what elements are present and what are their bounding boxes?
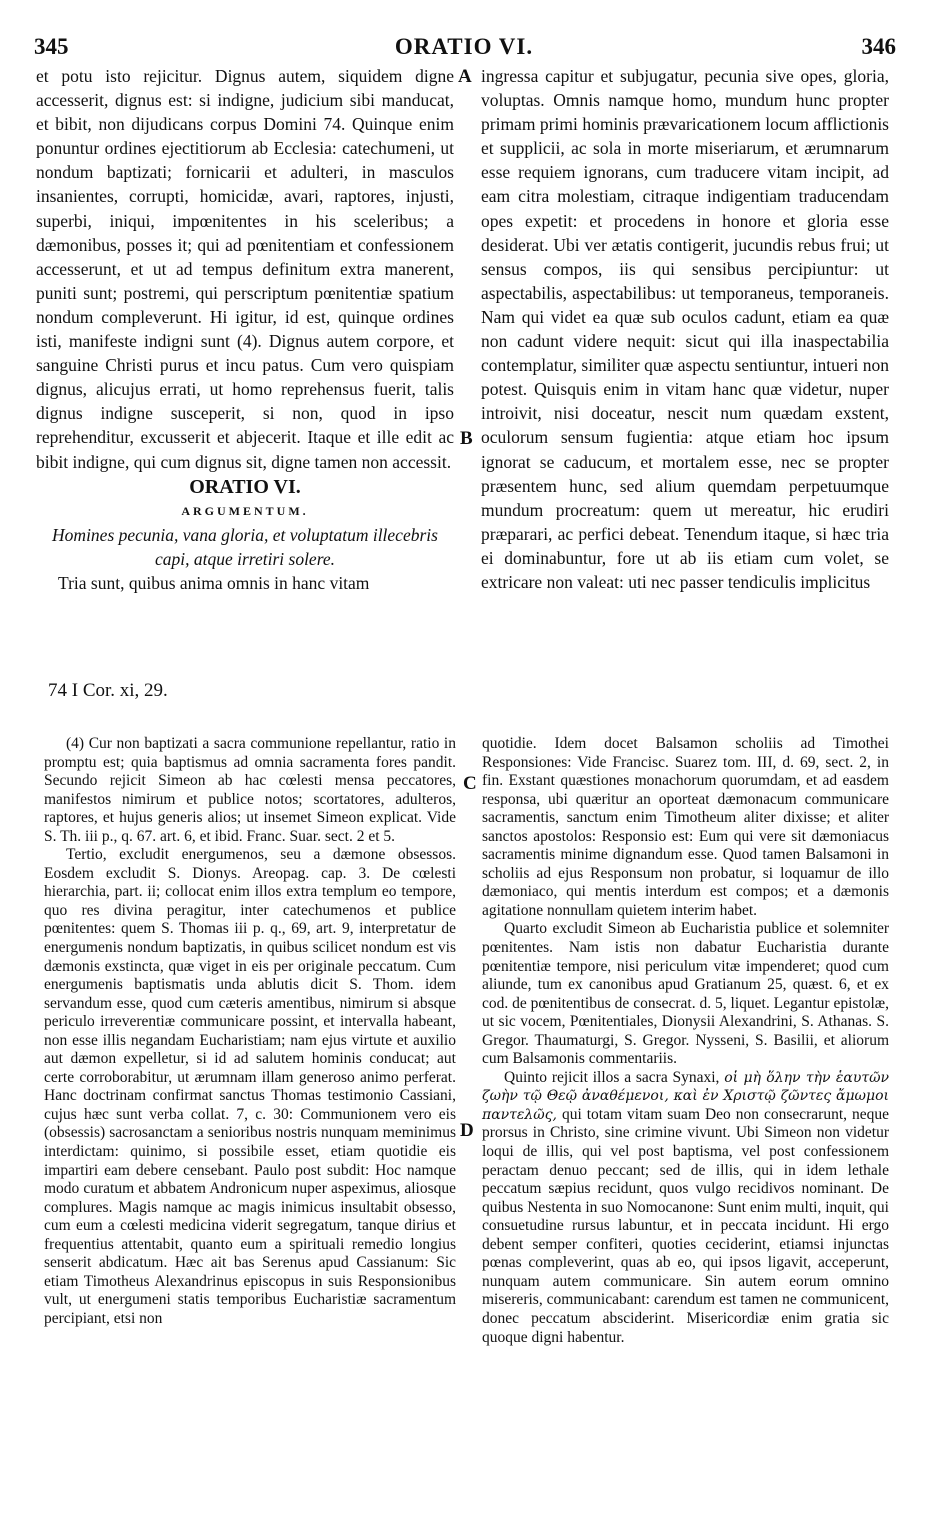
argumentum-label: ARGUMENTUM. [181,503,309,518]
margin-letter-a: A [458,66,472,87]
argumentum-text: Homines pecunia, vana gloria, et voluptatum illecebris capi, atque irretiri solere. [52,524,438,569]
running-title: ORATIO VI. [394,34,534,59]
page-header [0,26,928,66]
margin-letter-d: D [460,1120,474,1141]
note-paragraph-3: quotidie. Idem docet Balsamon scholiis ad Timothei Responsiones: Vide Francisc. Suarez tom. III, d. 69, sect. 2, in fin. Exstant quæstiones monachorum quorumdam, et ad easdem responsa, ubi quæritur an oporteat dæmonacum communicare sacramentis, sanctum enim Timotheum aliter dixisse; et aliter sanctos apostolos: Responsio est: Eum qui vere sit dæmoniacus sacramentis minime dignandum esse. Quod tamen Balsamoni in scholiis ad ejus Responsum non probatur, si loquamur de illo dæmoniaco, qui mentis interdum est compos; et a dæmonis agitatione nonnullam quietem interim habet. [482,735,889,919]
main-paragraph-2: Tria sunt, quibus anima omnis in hanc vitam [58,572,370,593]
section-title: ORATIO VI. [189,475,301,498]
note-paragraph-5-start: Quinto rejicit illos a sacra Synaxi, [504,1068,725,1086]
note-paragraph-4: Quarto excludit Simeon ab Eucharistia publice et solemniter pœnitentes. Nam istis non dabatur Eucharistia durante pœnitentiæ tempore, nisi periculum vitæ impenderet; quod cum aliunde, tum ex canonibus apud Gratianum 25, quæst. 6, et ex cod. de pœnitentibus de consecrat. d. 5, liquet. Legantur epistolæ, ut sic vocem, Pœnitentiales, Dionysii Alexandrini, S. Athanas. S. Gregor. Thaumaturgi, S. Gregor. Nysseni, S. Basilii, et aliorum cum Balsamonis commentariis. [482,920,889,1068]
footnote-reference: 74 I Cor. xi, 29. [48,680,168,701]
margin-letter-b: B [460,428,473,449]
notes-right-column [482,735,889,1347]
main-text-left-column [36,64,454,595]
main-paragraph-1: et potu isto rejicitur. Dignus autem, siquidem digne accesserit, dignus est: si indigne, judicium sibi manducat, et bibit, non dijudicans corpus Domini 74. Quinque enim ponuntur ordines ejectitiorum ab Ecclesia: catechumeni, ut nondum baptizati; fornicarii et adulteri, in masculos insanientes, corrupti, homicidæ, avari, raptores, injusti, superbi, iniqui, impœnitentes in his sceleribus; a dæmonibus, posses it; qui ad pœnitentiam et confessionem accesserunt, et ut ad tempus definitum extra manerent, puniti sunt; postremi, qui perscriptum pœnitentiæ spatium nondum compleverunt. Hi igitur, id est, quinque ordines isti, manifeste indigni sunt (4). Dignus autem corpore, et sanguine Christi purus et incu patus. Cum vero quispiam dignus, alicujus errati, ut homo reprehensus fuerit, talis dignus indigne susceperit, si non, quod in ipso reprehenditur, excusserit et abjecerit. Itaque et ille edit ac bibit indigne, qui cum dignus sit, digne tamen non accessit. [36,66,454,472]
greek-quotation: οἱ μὴ ὅλην τὴν ἑαυτῶν ζωὴν τῷ Θεῷ ἀναθέμενοι, καὶ ἐν Χριστῷ ζῶντες ἄμωμοι παντελῶς, [482,1069,889,1123]
note-paragraph-5 [482,1069,889,1347]
note-paragraph-5-end: qui totam vitam suam Deo non consecrarunt, neque prorsus in Christo, sine crimine vivunt. Ubi Simeon non videtur loqui de illis, qui vel post baptisma, vel post confessionem peractam denuo peccant; sed de illis, qui in idem lethale peccatum sæpius recidunt, quos vulgo recidivos nominant. De quibus Nestenta in suo Nomocanone: Sunt enim multi, inquit, qui consuetudine rursus labuntur, et in peccata incidunt. Hi ergo debent semper confiteri, quoties ceciderint, etiamsi injunctas pœnas compleverint, quas ab eo, qui ipsos ligavit, acceperunt, nunquam autem communicare. Sin autem eorum omnino misereris, communicabant: carendum est tamen ne communicent, donec peccatum absciderint. Misericordiæ enim gratia sic quoque digni habentur. [482,1105,889,1346]
main-text-right-column [481,64,889,594]
note-paragraph-2: Tertio, excludit energumenos, seu a dæmone obsessos. Eosdem excludit S. Dionys. Areopag. cap. 3. De cœlesti hierarchia, part. ii; collocat enim illos extra templum eo tempore, quo res divina peragitur, inter catechumenos et publice pœnitentes: quem S. Thomas iii p. q., 69, art. 9, interpretatur de energumenis nondum baptizatis, in quibus scilicet nondum est vis dæmonis exstincta, quæ viget in eis per originale peccatum. Cum energumenis baptismatis unda ablutis dicit S. Thom. idem servandum esse, quod cum cæteris amentibus, nimirum si absque periculo irreverentiæ communicare possint, et intervalla habeant, non esse illis negandam Eucharistiam; nam ejus virtute et auxilio aut dæmon expelletur, si id ad salutem hominis conducat; aut certe corroborabitur, ut ærumnam illam generoso animo perferat. Hanc doctrinam confirmat sanctus Thomas testimonio Cassiani, cujus hæc sunt verba collat. 7, c. 30: Communionem vero eis (obsessis) sacrosanctam a senioribus nostris nunquam meminimus interdictam: quinimo, si possibile esset, etiam quotidie eis impartiri eam debere censebant. Paulo post subdit: Hoc namque modo curatum et abbatem Andronicum nuper aspeximus, aliosque complures. Magis namque ac magis inimicus insultabit obsesso, cum eum a cœlesti medicina viderit segregatum, tanque dirius et frequentius attentabit, quanto eum a spirituali remedio longius senserit abdicatum. Hæc ait bas Serenus apud Cassianum: Sic etiam Timotheus Alexandrinus episcopus in suis Responsionibus vult, ut energumeni statis temporibus Eucharistiæ sacramentum percipiant, etsi non [44,846,456,1327]
margin-letter-c: C [463,773,477,794]
note-paragraph-1: (4) Cur non baptizati a sacra communione repellantur, ratio in promptu est; quia baptismus ad omnia sacramenta fores pandit. Secundo rejicit Simeon ab hac cœlesti mensa peccatores, manifestos nimirum et publice notos; scortatores, adulteros, raptores, et hujus generis alios; ut insemet Simeon explicat. Vide S. Th. iii p., q. 67. art. 6, et ibid. Franc. Suar. sect. 2 et 5. [44,735,456,845]
page-number-right: 346 [861,34,896,59]
notes-left-column [44,735,456,1329]
page-number-left: 345 [34,34,69,59]
main-paragraph-3: ingressa capitur et subjugatur, pecunia sive opes, gloria, voluptas. Omnis namque homo, mundum hunc propter primam primi hominis prævaricationem locum afflictionis et supplicii, ac sola in morte miseriarum, et ærumnarum esse requiem ignorans, cum traducere vitam incipit, ad eam citra molestiam, citraque indigentiam traducendam opes expetit: et procedens in honore et gloria esse desiderat. Ubi ver ætatis contigerit, jucundis rebus frui; ut sensus compos, iis qui sensibus percipiuntur: ut aspectabilis, aspectabilibus: ut temporaneus, temporaneis. Nam qui videt ea quæ sub oculos cadunt, etiam ea quæ non cadunt videre nequit: sicut qui illa inaspectabilia contemplatur, similiter quæ aspectu sentiuntur, intueri non potest. Quisquis enim in vitam hanc quæ videtur, nuper introivit, nisi doceatur, nescit num quædam exstent, oculorum sensum fugientia: atque etiam hoc ipsum ignorat se caducum, et mortalem esse, nec se propter præsentem hunc, sed alium quemdam perpetuumque mundum procreatum: quem ut mereatur, hic erudiri præparari, ac perfici debeat. Tenendum itaque, si hæc tria ei dominabuntur, fore ut ab iis etiam cum volet, se extricare non valeat: uti nec passer tendiculis implicitus [481,66,889,592]
